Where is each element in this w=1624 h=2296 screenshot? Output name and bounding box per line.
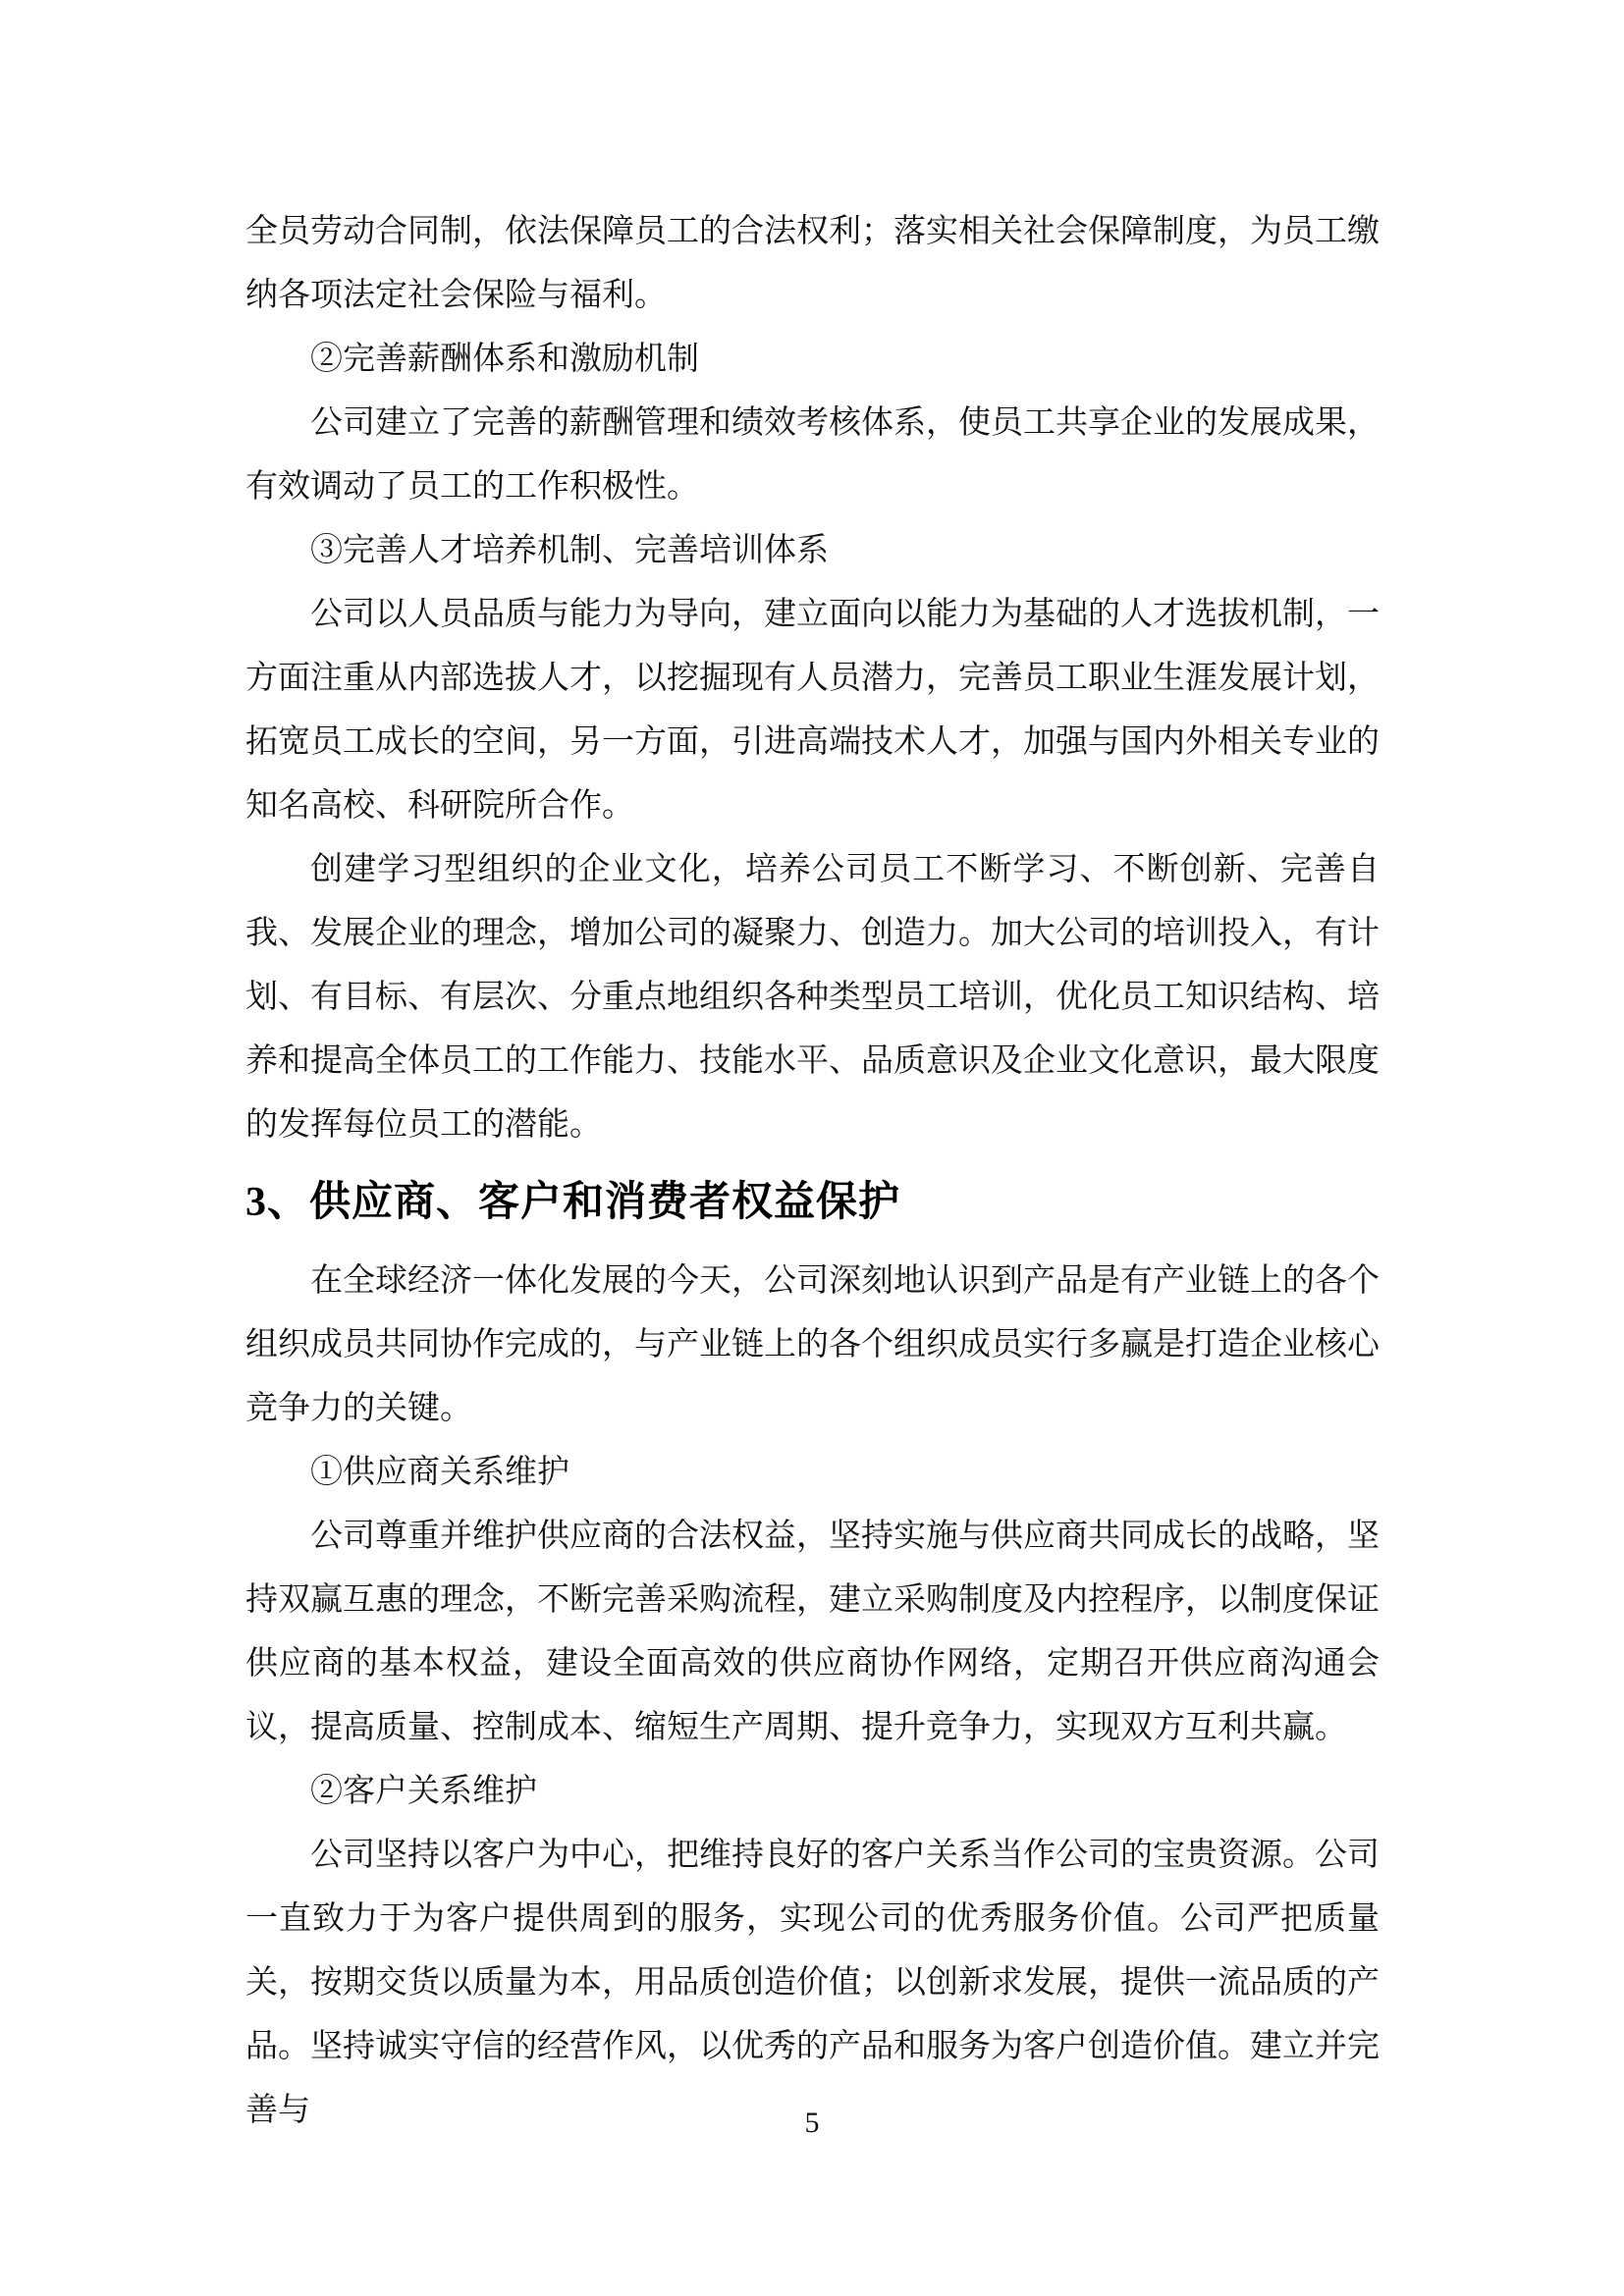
paragraph: 创建学习型组织的企业文化，培养公司员工不断学习、不断创新、完善自我、发展企业的理念，增加公司的凝聚力、创造力。加大公司的培训投入，有计划、有目标、有层次、分重点地组织各种类型员工培训，优化员工知识结构、培养和提高全体员工的工作能力、技能水平、品质意识及企业文化意识，最大限度的发挥每位员工的潜能。 <box>245 852 1380 1143</box>
paragraph: 在全球经济一体化发展的今天，公司深刻地认识到产品是有产业链上的各个组织成员共同协作完成的，与产业链上的各个组织成员实行多赢是打造企业核心竞争力的关键。 <box>245 1263 1380 1426</box>
paragraph: ①供应商关系维护 <box>310 1455 569 1490</box>
paragraph: 公司尊重并维护供应商的合法权益，坚持实施与供应商共同成长的战略，坚持双赢互惠的理念，不断完善采购流程，建立采购制度及内控程序，以制度保证供应商的基本权益，建设全面高效的供应商协作网络，定期召开供应商沟通会议，提高质量、控制成本、缩短生产周期、提升竞争力，实现双方互利共赢。 <box>245 1519 1380 1745</box>
paragraph: ②客户关系维护 <box>310 1774 537 1809</box>
paragraph: 公司以人员品质与能力为导向，建立面向以能力为基础的人才选拔机制，一方面注重从内部选拔人才，以挖掘现有人员潜力，完善员工职业生涯发展计划，拓宽员工成长的空间，另一方面，引进高端技术人才，加强与国内外相关专业的知名高校、科研院所合作。 <box>245 597 1380 824</box>
paragraph: ③完善人才培养机制、完善培训体系 <box>310 533 829 568</box>
page-footer <box>0 2107 1624 2140</box>
section-heading: 3、供应商、客户和消费者权益保护 <box>245 1180 901 1225</box>
paragraph: ②完善薪酬体系和激励机制 <box>310 342 699 377</box>
page-number: 5 <box>804 2107 820 2139</box>
paragraph: 全员劳动合同制，依法保障员工的合法权利；落实相关社会保障制度，为员工缴纳各项法定社会保险与福利。 <box>245 214 1380 313</box>
paragraph: 公司坚持以客户为中心，把维持良好的客户关系当作公司的宝贵资源。公司一直致力于为客户提供周到的服务，实现公司的优秀服务价值。公司严把质量关，按期交货以质量为本，用品质创造价值；以创新求发展，提供一流品质的产品。坚持诚实守信的经营作风，以优秀的产品和服务为客户创造价值。建立并完善与 <box>245 1838 1380 2128</box>
paragraph: 公司建立了完善的薪酬管理和绩效考核体系，使员工共享企业的发展成果，有效调动了员工的工作积极性。 <box>245 405 1380 505</box>
page-content <box>245 200 1380 2143</box>
